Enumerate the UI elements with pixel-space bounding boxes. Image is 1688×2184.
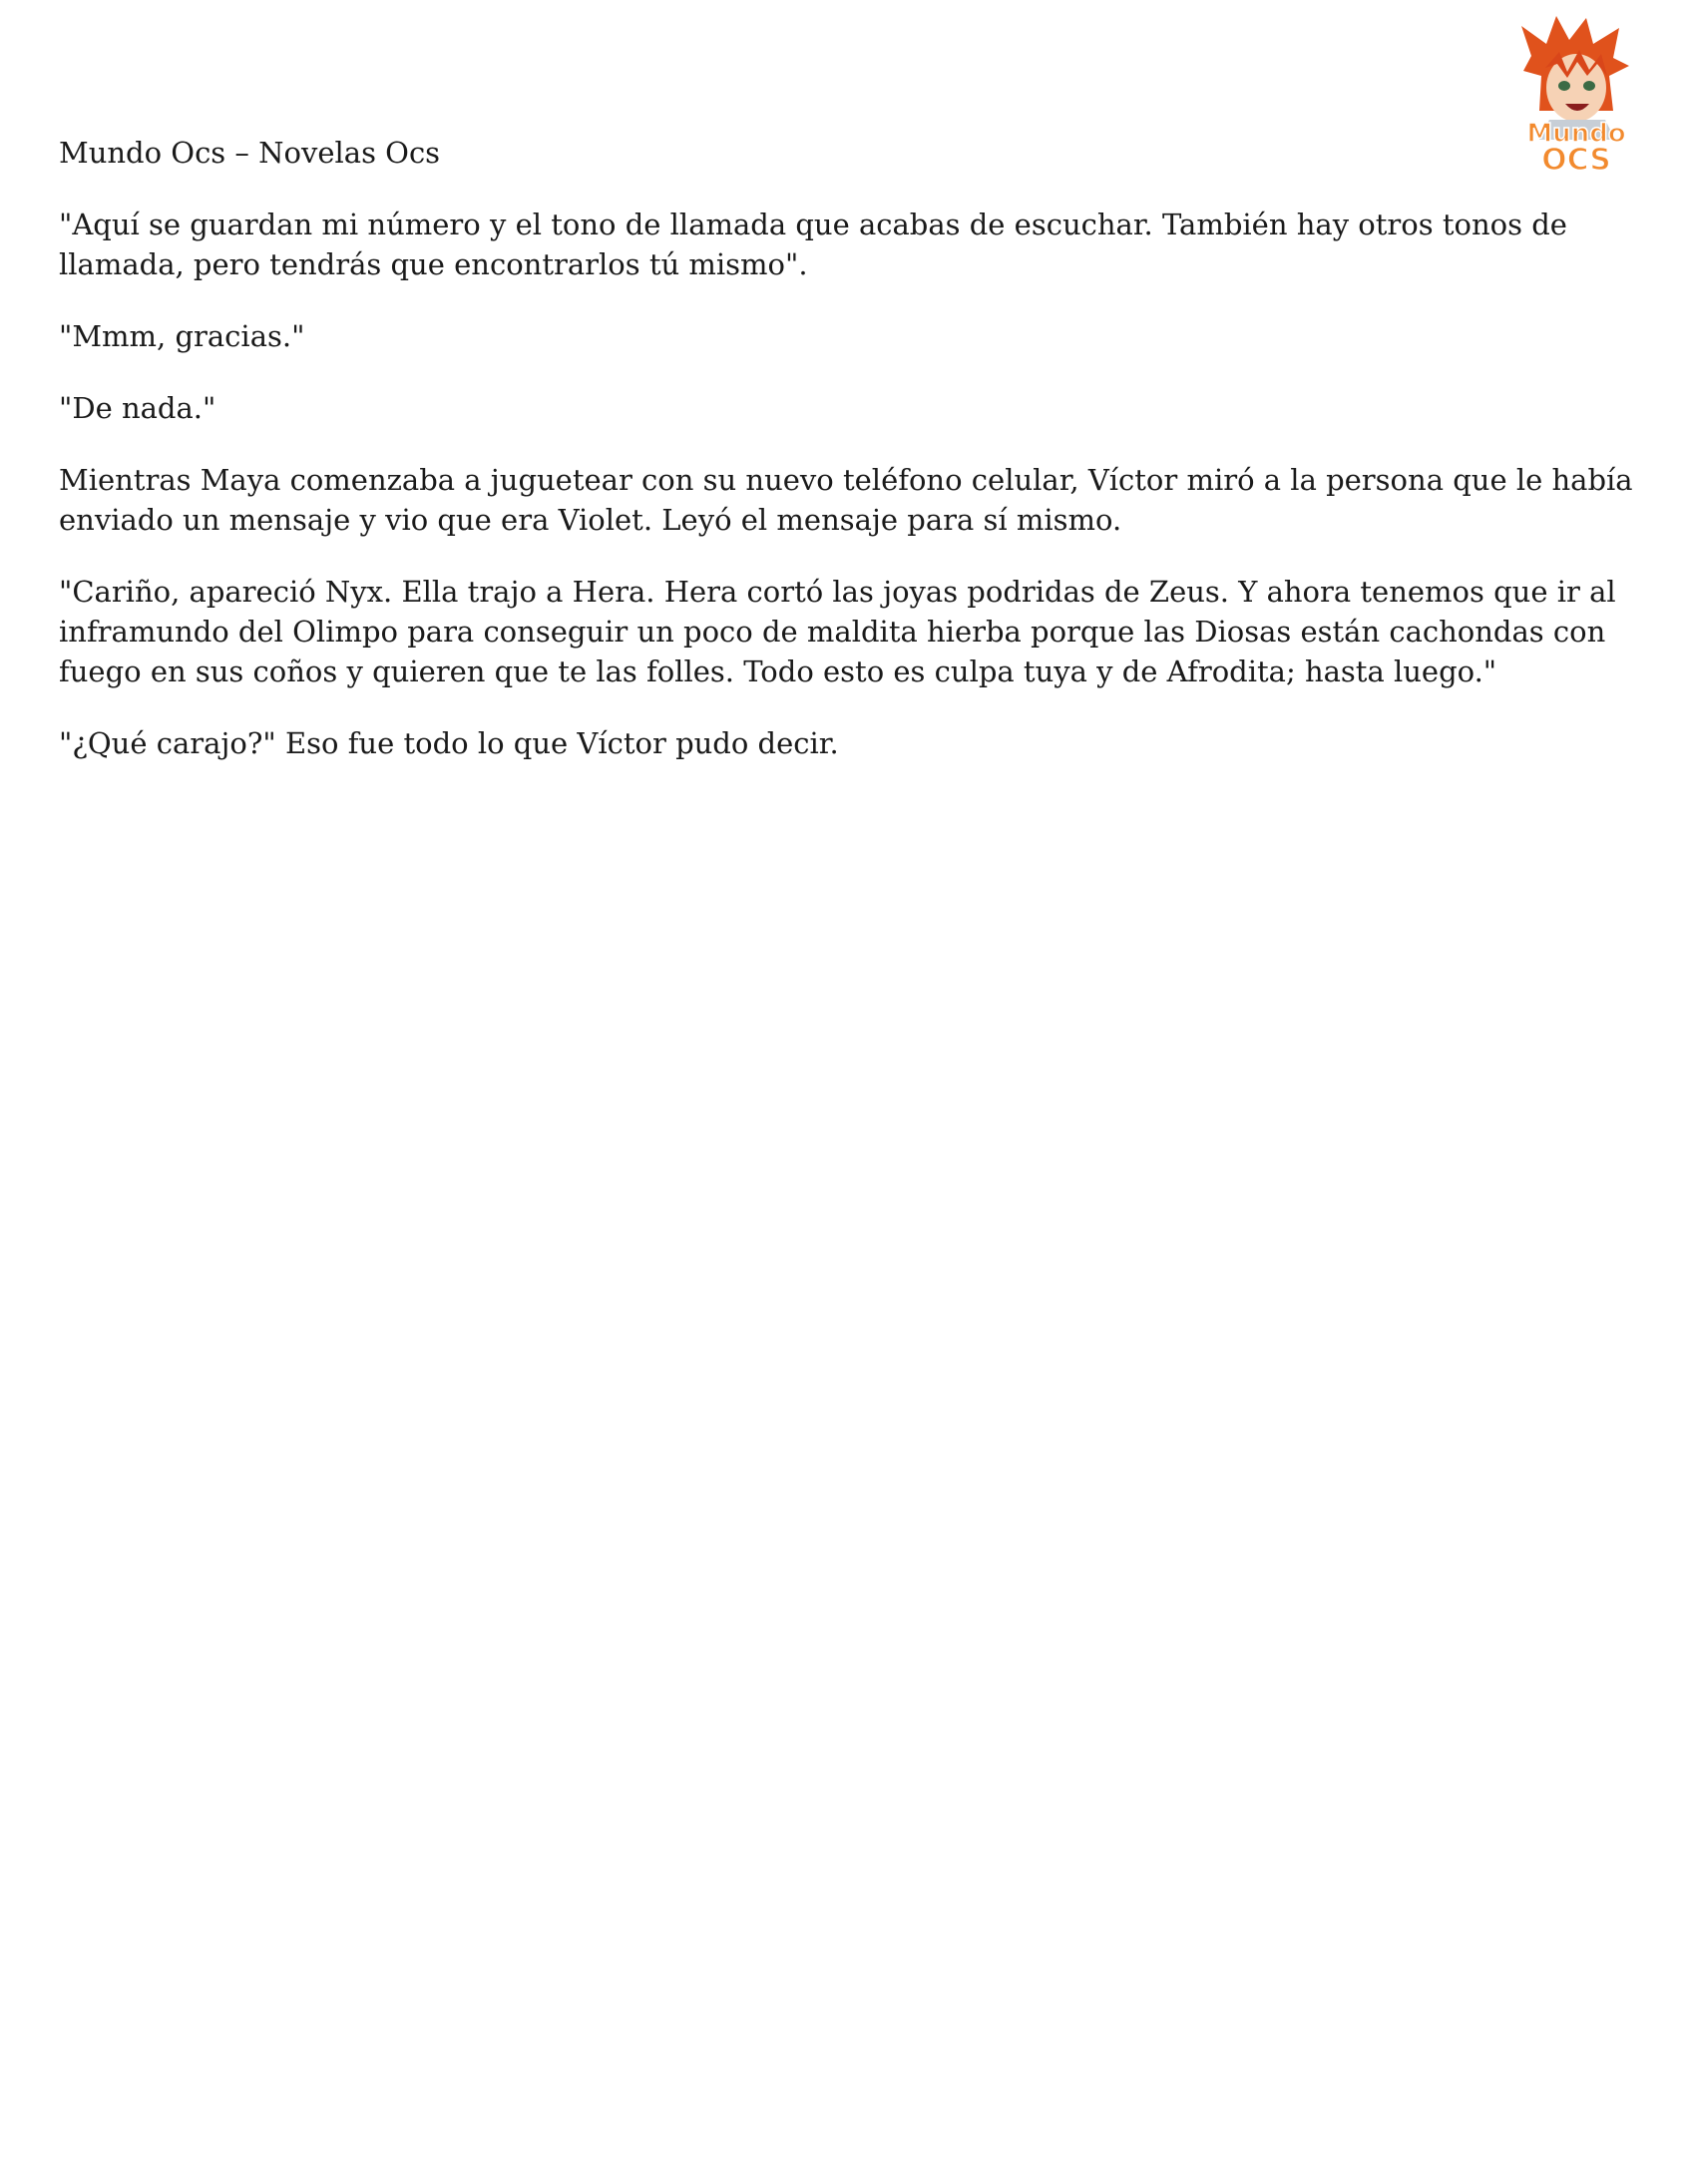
paragraph: Mientras Maya comenzaba a juguetear con su nuevo teléfono celular, Víctor miró a la persona que le había enviado un mensaje y vio que era Violet. Leyó el mensaje para sí mismo.	[59, 463, 1633, 537]
story-body	[59, 205, 1640, 795]
paragraph: "Cariño, apareció Nyx. Ella trajo a Hera. Hera cortó las joyas podridas de Zeus. Y ahora tenemos que ir al inframundo del Olimpo para conseguir un poco de maldita hierba porque las Diosas están cachondas con fuego en sus coños y quieren que te las folles. Todo esto es culpa tuya y de Afrodita; hasta luego."	[59, 575, 1616, 688]
page-title: Mundo Ocs – Novelas Ocs	[59, 136, 441, 170]
logo-wordmark	[1501, 116, 1651, 176]
svg-text:Mundo: Mundo	[1526, 119, 1626, 149]
paragraph: "Mmm, gracias."	[59, 319, 305, 353]
mundo-ocs-logo	[1501, 16, 1651, 176]
svg-text:OCS: OCS	[1541, 143, 1611, 176]
paragraph: "Aquí se guardan mi número y el tono de llamada que acabas de escuchar. También hay otros tonos de llamada, pero tendrás que encontrarlos tú mismo".	[59, 208, 1567, 281]
paragraph: "De nada."	[59, 391, 216, 425]
paragraph: "¿Qué carajo?" Eso fue todo lo que Víctor pudo decir.	[59, 726, 839, 760]
